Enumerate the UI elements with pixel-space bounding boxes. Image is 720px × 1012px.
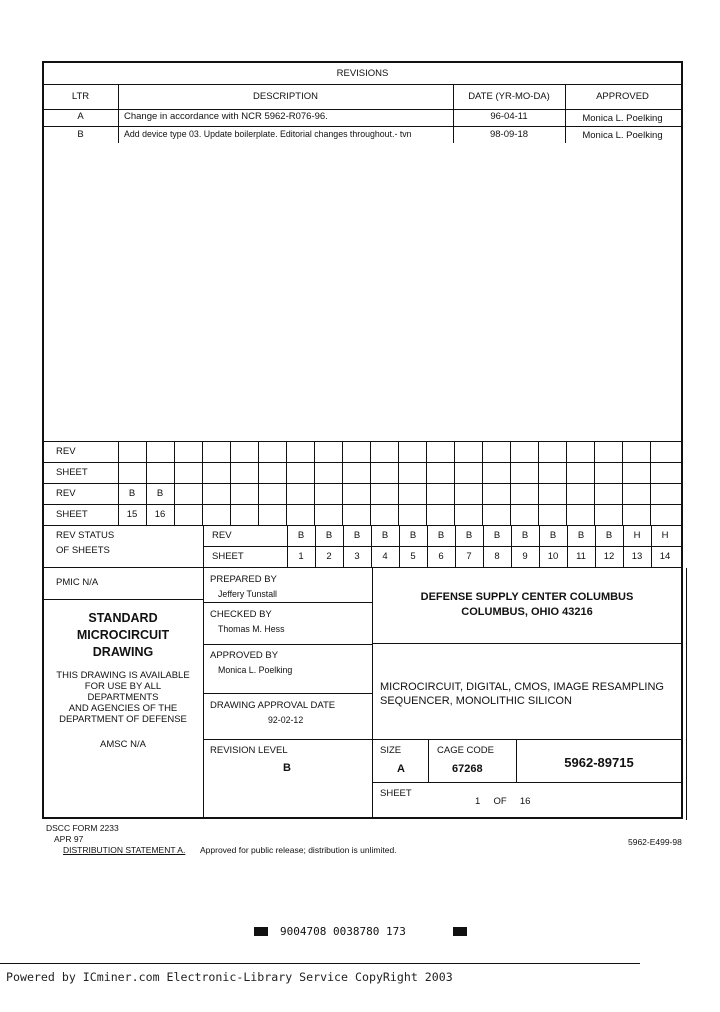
size-value: A	[397, 763, 405, 775]
header-ltr: LTR	[71, 91, 90, 102]
title-line-2: SEQUENCER, MONOLITHIC SILICON	[380, 695, 572, 707]
status-sheet-cell: 8	[494, 551, 500, 562]
rev-label: REV	[56, 446, 76, 457]
row-date: 98-09-18	[489, 129, 529, 140]
status-rev-cell: B	[409, 530, 417, 541]
availability-line: DEPARTMENT OF DEFENSE	[59, 714, 187, 725]
sheet-label: SHEET	[56, 509, 88, 520]
grid-cell: B	[128, 488, 136, 499]
standard-line-2: MICROCIRCUIT	[76, 628, 170, 642]
status-sheet-cell: 12	[603, 551, 615, 562]
revision-level: B	[283, 762, 291, 774]
form-number: DSCC FORM 2233	[46, 823, 119, 833]
cage-code-label: CAGE CODE	[437, 745, 495, 756]
revision-level-label: REVISION LEVEL	[210, 745, 288, 756]
distribution-text: Approved for public release; distribution is unlimited.	[200, 845, 397, 855]
row-description: Add device type 03. Update boilerplate. Editorial changes throughout.- tvn	[124, 130, 412, 139]
sheet-label: SHEET	[56, 467, 88, 478]
header-date: DATE (YR-MO-DA)	[468, 91, 550, 102]
status-rev-cell: B	[465, 530, 473, 541]
prepared-by-name: Jeffery Tunstall	[218, 589, 278, 599]
prepared-by-label: PREPARED BY	[210, 574, 277, 585]
header-description: DESCRIPTION	[253, 91, 318, 102]
status-rev-cell: B	[549, 530, 557, 541]
availability-line: THIS DRAWING IS AVAILABLE	[56, 670, 190, 681]
status-rev-cell: B	[325, 530, 333, 541]
status-sheet-cell: 14	[659, 551, 671, 562]
status-sheet-cell: 4	[382, 551, 388, 562]
rev-label: REV	[56, 488, 76, 499]
row-description: Change in accordance with NCR 5962-R076-96.	[124, 111, 328, 122]
row-approved: Monica L. Poelking	[582, 113, 663, 124]
sheet-number: 1 OF 16	[475, 796, 531, 807]
agency-line-1: DEFENSE SUPPLY CENTER COLUMBUS	[420, 591, 634, 603]
status-rev-cell: H	[661, 530, 669, 541]
cage-code: 67268	[452, 763, 483, 775]
status-rev-cell: B	[521, 530, 529, 541]
header-approved: APPROVED	[596, 91, 649, 102]
drawing-number: 5962-89715	[564, 755, 634, 770]
barcode-block-icon	[453, 927, 467, 936]
grid-cell: 16	[154, 509, 166, 520]
status-sheet-cell: 1	[298, 551, 304, 562]
row-ltr: A	[77, 111, 84, 122]
grid-cell: 15	[126, 509, 138, 520]
of-sheets-label: OF SHEETS	[56, 545, 110, 556]
status-rev-cell: B	[297, 530, 305, 541]
rev-status-label: REV STATUS	[56, 530, 115, 541]
status-rev-cell: B	[605, 530, 613, 541]
approved-by-label: APPROVED BY	[210, 650, 279, 661]
revisions-title: REVISIONS	[336, 68, 389, 79]
standard-line-1: STANDARD	[88, 611, 158, 625]
status-rev-cell: B	[437, 530, 445, 541]
status-sheet-cell: 10	[547, 551, 559, 562]
status-rev-cell: H	[633, 530, 641, 541]
form-date: APR 97	[54, 834, 84, 844]
row-approved: Monica L. Poelking	[582, 130, 663, 141]
agency-line-2: COLUMBUS, OHIO 43216	[461, 606, 593, 618]
distribution-label: DISTRIBUTION STATEMENT A.	[63, 845, 186, 855]
grid-cell: B	[156, 488, 164, 499]
status-sheet-cell: 9	[522, 551, 528, 562]
pmic-label: PMIC N/A	[56, 577, 99, 588]
sheet-label: SHEET	[380, 788, 412, 799]
status-sheet-cell: 5	[410, 551, 416, 562]
title-line-1: MICROCIRCUIT, DIGITAL, CMOS, IMAGE RESAMPLING	[380, 681, 664, 693]
status-rev-cell: B	[577, 530, 585, 541]
checked-by-name: Thomas M. Hess	[218, 624, 285, 634]
status-sheet-label: SHEET	[212, 551, 244, 562]
status-rev-label: REV	[212, 530, 232, 541]
standard-line-3: DRAWING	[92, 645, 154, 659]
row-ltr: B	[77, 129, 84, 140]
status-rev-cell: B	[381, 530, 389, 541]
approved-by-name: Monica L. Poelking	[218, 665, 293, 675]
row-date: 96-04-11	[490, 111, 528, 122]
status-sheet-cell: 7	[466, 551, 472, 562]
status-sheet-cell: 6	[438, 551, 444, 562]
status-sheet-cell: 11	[576, 551, 586, 562]
availability-line: FOR USE BY ALL	[84, 681, 162, 692]
size-label: SIZE	[380, 745, 402, 756]
status-sheet-cell: 3	[354, 551, 360, 562]
availability-line: AND AGENCIES OF THE	[68, 703, 178, 714]
approval-date-label: DRAWING APPROVAL DATE	[210, 700, 336, 711]
availability-line: DEPARTMENTS	[87, 692, 159, 703]
status-rev-cell: B	[353, 530, 361, 541]
amsc-label: AMSC N/A	[100, 739, 146, 750]
checked-by-label: CHECKED BY	[210, 609, 272, 620]
status-sheet-cell: 2	[326, 551, 332, 562]
barcode-number: 9004708 0038780 173	[280, 925, 406, 938]
status-rev-cell: B	[493, 530, 501, 541]
document-code: 5962-E499-98	[628, 837, 682, 847]
barcode-block-icon	[254, 927, 268, 936]
status-sheet-cell: 13	[631, 551, 643, 562]
approval-date: 92-02-12	[268, 715, 304, 725]
powered-by-line: Powered by ICminer.com Electronic-Library Service CopyRight 2003	[6, 970, 453, 984]
